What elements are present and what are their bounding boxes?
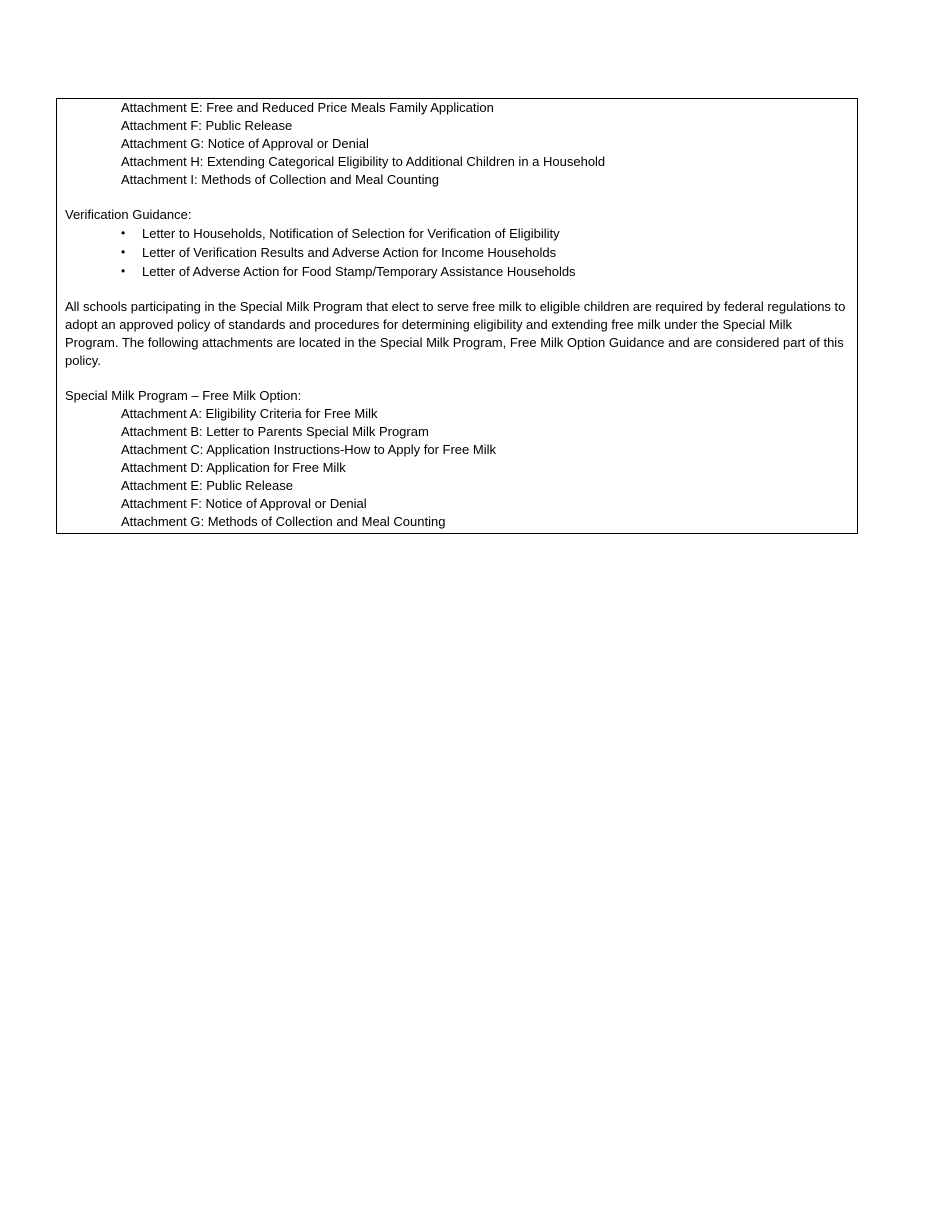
verification-item-text: Letter of Verification Results and Adverse Action for Income Households <box>142 245 557 260</box>
verification-list <box>65 224 849 281</box>
attachment-item: Attachment E: Free and Reduced Price Meals Family Application <box>121 100 494 115</box>
special-milk-attachments-list <box>65 405 849 531</box>
verification-item <box>121 262 849 281</box>
attachment-item: Attachment F: Public Release <box>121 118 293 133</box>
milk-attachment-item: Attachment B: Letter to Parents Special Milk Program <box>121 424 429 439</box>
verification-heading: Verification Guidance: <box>65 207 192 222</box>
special-milk-paragraph: All schools participating in the Special Milk Program that elect to serve free milk to eligible children are required by federal regulations to adopt an approved policy of standards and procedures for determining eligibility and extending free milk under the Special Milk Program. The following attachments are located in the Special Milk Program, Free Milk Option Guidance and are considered part of this policy. <box>65 299 846 368</box>
milk-attachment-item: Attachment F: Notice of Approval or Denial <box>121 496 367 511</box>
verification-item-text: Letter of Adverse Action for Food Stamp/Temporary Assistance Households <box>142 264 576 279</box>
attachments-top-list <box>65 99 849 189</box>
spacer <box>65 370 849 387</box>
bullet-icon: • <box>121 226 126 240</box>
attachment-item: Attachment I: Methods of Collection and Meal Counting <box>121 172 439 187</box>
policy-attachments-box <box>56 98 858 534</box>
verification-item <box>121 224 849 243</box>
attachment-item: Attachment G: Notice of Approval or Denial <box>121 136 369 151</box>
bullet-icon: • <box>121 245 126 259</box>
milk-attachment-item: Attachment A: Eligibility Criteria for Free Milk <box>121 406 378 421</box>
special-milk-heading: Special Milk Program – Free Milk Option: <box>65 388 302 403</box>
milk-attachment-item: Attachment E: Public Release <box>121 478 293 493</box>
milk-attachment-item: Attachment C: Application Instructions-How to Apply for Free Milk <box>121 442 496 457</box>
verification-item-text: Letter to Households, Notification of Selection for Verification of Eligibility <box>142 226 560 241</box>
attachment-item: Attachment H: Extending Categorical Eligibility to Additional Children in a Household <box>121 154 606 169</box>
bullet-icon: • <box>121 264 126 278</box>
verification-item <box>121 243 849 262</box>
milk-attachment-item: Attachment D: Application for Free Milk <box>121 460 346 475</box>
spacer <box>65 189 849 206</box>
spacer <box>65 281 849 298</box>
milk-attachment-item: Attachment G: Methods of Collection and Meal Counting <box>121 514 446 529</box>
